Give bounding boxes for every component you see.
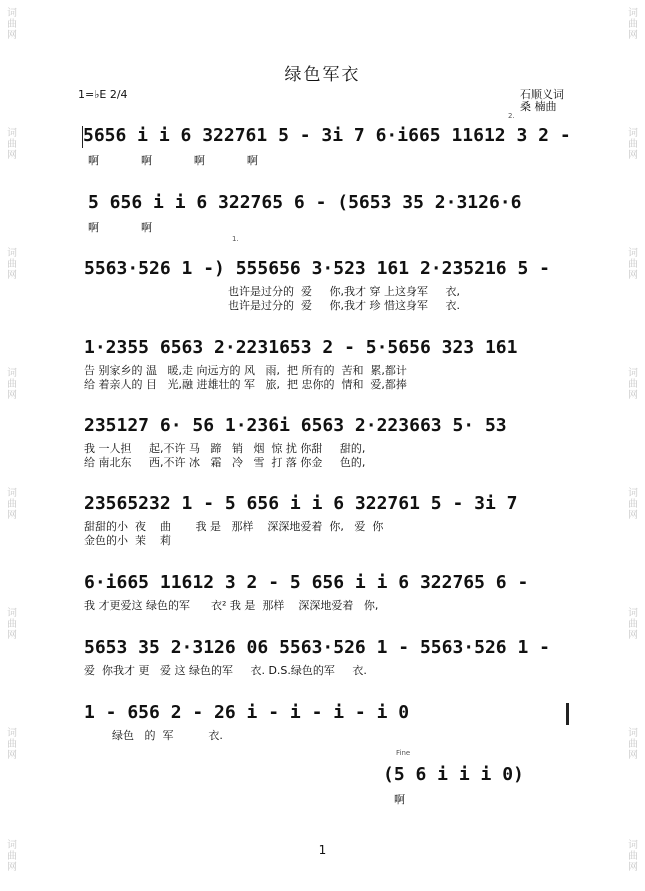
- composer-credit: 桑 楠曲: [520, 100, 557, 113]
- lyric-line: 也许是过分的 爱 你,我才 穿 上这身军 衣,: [228, 285, 460, 298]
- page-number: 1: [318, 843, 327, 857]
- watermark-text: 词曲网: [7, 8, 17, 41]
- lyric-line: 金色的小 茉 莉: [84, 534, 171, 547]
- notation-line: 23565232 1 - 5 656 i i 6 322761 5 - 3i 7: [84, 493, 518, 514]
- watermark-text: 词曲网: [7, 488, 17, 521]
- notation-line: 1·2355 6563 2·2231653 2 - 5·5656 323 161: [84, 337, 518, 358]
- notation-line: 5 656 i i 6 322765 6 - (5653 35 2·3126·6: [88, 192, 522, 213]
- watermark-text: 词曲网: [628, 608, 638, 641]
- watermark-text: 词曲网: [7, 128, 17, 161]
- watermark-text: 词曲网: [7, 248, 17, 281]
- ending-mark: 2.: [508, 112, 515, 120]
- lyric-line: 给 着亲人的 目 光,融 进雄壮的 军 旅, 把 忠你的 情和 爱,都捧: [84, 378, 407, 391]
- watermark-text: 词曲网: [628, 728, 638, 761]
- watermark-text: 词曲网: [7, 840, 17, 873]
- notation-line: 5653 35 2·3126 06 5563·526 1 - 5563·526 1 -: [84, 637, 550, 658]
- watermark-text: 词曲网: [628, 840, 638, 873]
- lyric-line: 我 才更爱这 绿色的军 衣² 我 是 那样 深深地爱着 你,: [84, 599, 379, 612]
- watermark-text: 词曲网: [628, 368, 638, 401]
- watermark-text: 词曲网: [628, 128, 638, 161]
- notation-line: 235127 6· 56 1·236i 6563 2·223663 5· 53: [84, 415, 507, 436]
- lyric-line: 啊 啊 啊 啊: [88, 154, 258, 167]
- watermark-text: 词曲网: [7, 728, 17, 761]
- lyricist-credit: 石顺义词: [520, 88, 564, 101]
- notation-line: (5 6 i i i 0): [383, 764, 524, 785]
- lyric-line: 告 别家乡的 温 暖,走 向远方的 风 雨, 把 所有的 苦和 累,都计: [84, 364, 407, 377]
- ending-mark: 1.: [232, 235, 239, 243]
- lyric-line: 绿色 的 军 衣.: [84, 729, 223, 742]
- lyric-line: 我 一人担 起,不许 马 蹄 销 烟 惊 扰 你甜 甜的,: [84, 442, 366, 455]
- notation-line: 6·i665 11612 3 2 - 5 656 i i 6 322765 6 -: [84, 572, 529, 593]
- lyric-line: 啊: [394, 793, 405, 806]
- song-title: 绿色军衣: [284, 65, 361, 85]
- notation-line: 5656 i i 6 322761 5 - 3i 7 6·i665 11612 3 2 -: [83, 125, 571, 146]
- watermark-text: 词曲网: [7, 608, 17, 641]
- lyric-line: 给 南北东 西,不许 冰 霜 冷 雪 打 落 你金 色的,: [84, 456, 366, 469]
- watermark-text: 词曲网: [628, 488, 638, 521]
- lyric-line: 也许是过分的 爱 你,我才 珍 惜这身军 衣.: [228, 299, 460, 312]
- lyric-line: 爱 你我才 更 爱 这 绿色的军 衣. D.S.绿色的军 衣.: [84, 664, 367, 677]
- watermark-text: 词曲网: [628, 248, 638, 281]
- notation-line: 1 - 656 2 - 26 i - i - i - i 0: [84, 702, 410, 723]
- watermark-text: 词曲网: [7, 368, 17, 401]
- fine-mark: Fine: [396, 749, 411, 757]
- lyric-line: 啊 啊: [88, 221, 152, 234]
- key-signature: 1=♭E 2/4: [78, 88, 128, 101]
- watermark-text: 词曲网: [628, 8, 638, 41]
- lyric-line: 甜甜的小 夜 曲 我 是 那样 深深地爱着 你, 爱 你: [84, 520, 384, 533]
- notation-line: 5563·526 1 -) 555656 3·523 161 2·235216 5 -: [84, 258, 550, 279]
